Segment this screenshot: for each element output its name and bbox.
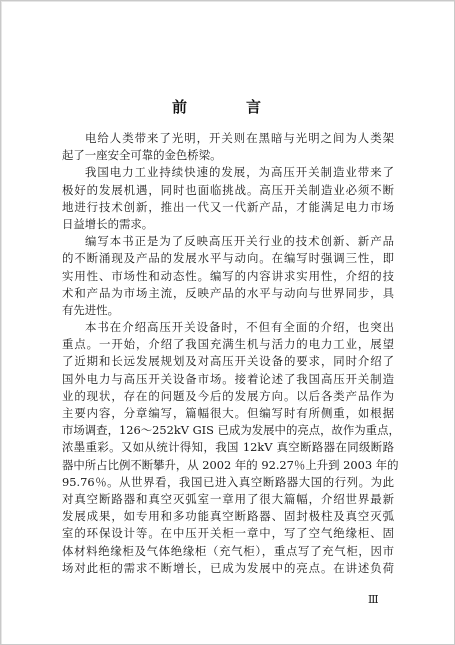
text-line: 术和产品为市场主流，反映产品的水平与动向与世界同步，具 (62, 285, 394, 300)
text-line: 国外电力与高压开关设备市场。接着论述了我国高压开关制造 (62, 371, 394, 386)
text-line: 了近期和长远发展规划及对高压开关设备的要求，同时介绍了 (62, 354, 394, 369)
text-line: 我国电力工业持续快速的发展，为高压开关制造业带来了 (85, 165, 394, 180)
text-line: 的不断涌现及产品的发展水平与动向。在编写时强调三性，即 (62, 251, 394, 266)
text-line: 体材料绝缘柜及气体绝缘柜（充气柜），重点写了充气柜，因市 (62, 543, 394, 558)
text-line: 地进行技术创新，推出一代又一代新产品，才能满足电力市场 (62, 199, 394, 214)
text-line: 起了一座安全可靠的金色桥梁。 (62, 148, 222, 163)
text-line: 对真空断路器和真空灭弧室一章用了很大篇幅，介绍世界最新 (62, 491, 394, 506)
text-line: 业的现状，存在的问题及今后的发展方向。以后各类产品作为 (62, 388, 394, 403)
text-line: 日益增长的需求。 (62, 216, 154, 231)
paragraph (62, 130, 394, 164)
text-line: 浓墨重彩。又如从统计得知，我国 12kV 真空断路器在同级断路 (62, 440, 394, 455)
paragraph (62, 319, 400, 577)
paragraph (62, 233, 394, 319)
text-line: 器中所占比例不断攀升，从 2002 年的 92.27％上升到 2003 年的 (62, 457, 399, 472)
page-title: 前 言 (171, 98, 283, 116)
text-line: 编写本书正是为了反映高压开关行业的技术创新、新产品 (85, 234, 394, 249)
text-line: 重点。一开始，介绍了我国充满生机与活力的电力工业，展望 (62, 337, 394, 352)
preface-body (62, 130, 400, 577)
text-line: 主要内容，分章编写，篇幅很大。但编写时有所侧重，如根据 (62, 406, 394, 420)
text-line: 市场调查，126～252kV GIS 已成为发展中的亮点，故作为重点， (62, 423, 400, 438)
text-line: 发展成果，如专用和多功能真空断路器、固封极柱及真空灭弧 (62, 509, 394, 524)
text-line: 室的环保设计等。在中压开关柜一章中，写了空气绝缘柜、固 (62, 526, 394, 541)
text-line: 实用性、市场性和动态性。编写的内容讲求实用性，介绍的技 (62, 268, 394, 283)
text-line: 电给人类带来了光明，开关则在黑暗与光明之间为人类架 (85, 131, 394, 145)
text-line: 本书在介绍高压开关设备时，不但有全面的介绍，也突出 (85, 320, 394, 335)
text-line: 95.76％。从世界看，我国已进入真空断路器大国的行列。为此 (62, 474, 394, 489)
paragraph (62, 164, 394, 233)
page-number: Ⅲ (368, 593, 379, 606)
text-line: 场对此柜的需求不断增长，已成为发展中的亮点。在讲述负荷 (62, 560, 394, 575)
text-line: 有先进性。 (62, 302, 119, 317)
text-line: 极好的发展机遇，同时也面临挑战。高压开关制造业必须不断 (62, 182, 394, 197)
